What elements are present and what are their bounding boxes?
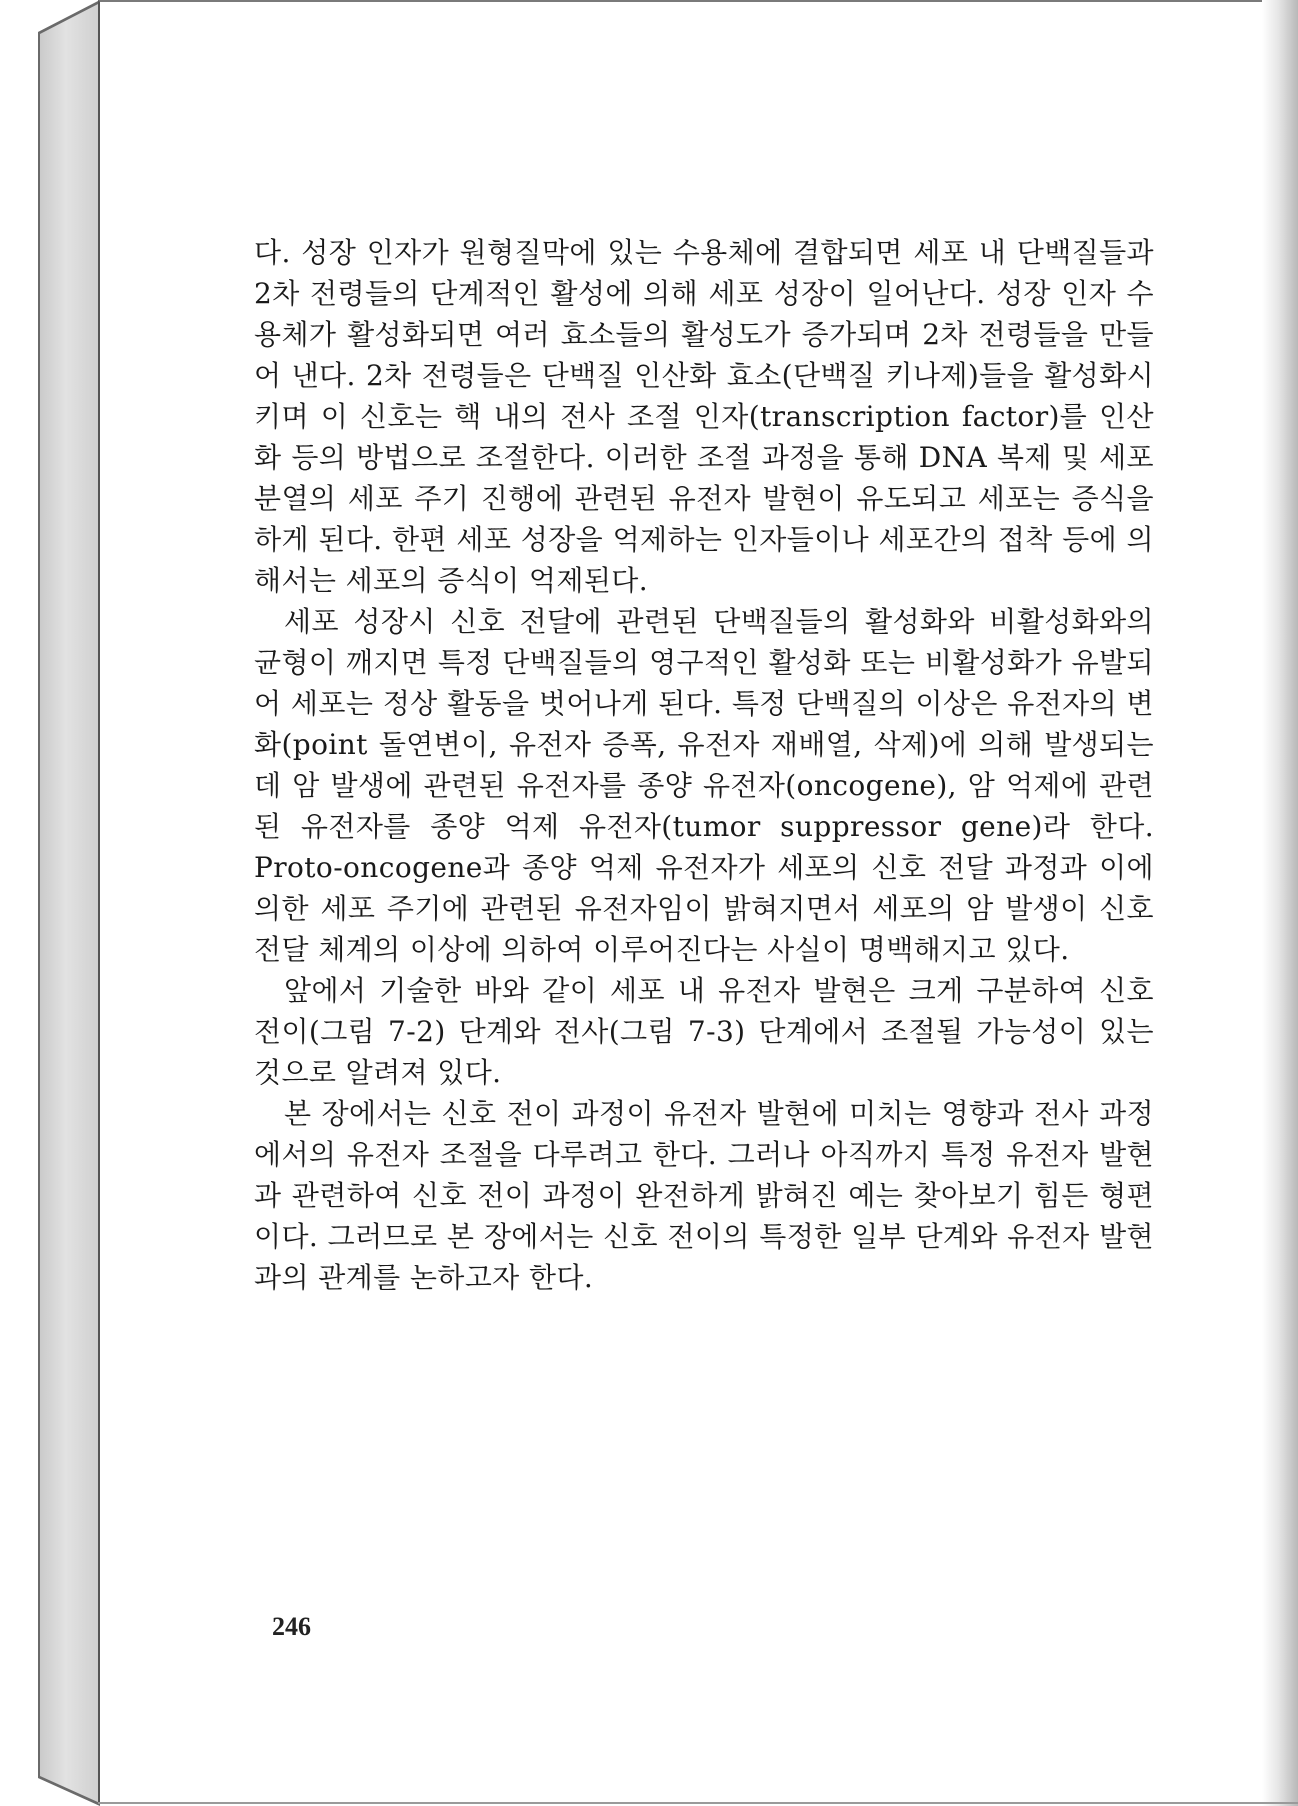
paragraph-4: 본 장에서는 신호 전이 과정이 유전자 발현에 미치는 영향과 전사 과정에서의 유전자 조절을 다루려고 한다. 그러나 아직까지 특정 유전자 발현과 관련하여 신호 전이 과정이 완전하게 밝혀진 예는 찾아보기 힘든 형편이다. 그러므로 본 장에서는 신호 전이의 특정한 일부 단계와 유전자 발현과의 관계를 논하고자 한다.: [254, 1097, 1154, 1294]
body-text: [254, 232, 1154, 1298]
paragraph-1: 다. 성장 인자가 원형질막에 있는 수용체에 결합되면 세포 내 단백질들과 2차 전령들의 단계적인 활성에 의해 세포 성장이 일어난다. 성장 인자 수용체가 활성화되면 여러 효소들의 활성도가 증가되며 2차 전령들을 만들어 낸다. 2차 전령들은 단백질 인산화 효소(단백질 키나제)들을 활성화시키며 이 신호는 핵 내의 전사 조절 인자(transcription factor)를 인산화 등의 방법으로 조절한다. 이러한 조절 과정을 통해 DNA 복제 및 세포 분열의 세포 주기 진행에 관련된 유전자 발현이 유도되고 세포는 증식을 하게 된다. 한편 세포 성장을 억제하는 인자들이나 세포간의 접착 등에 의해서는 세포의 증식이 억제된다.: [254, 236, 1154, 597]
paragraph-2: 세포 성장시 신호 전달에 관련된 단백질들의 활성화와 비활성화와의 균형이 깨지면 특정 단백질들의 영구적인 활성화 또는 비활성화가 유발되어 세포는 정상 활동을 벗어나게 된다. 특정 단백질의 이상은 유전자의 변화(point 돌연변이, 유전자 증폭, 유전자 재배열, 삭제)에 의해 발생되는데 암 발생에 관련된 유전자를 종양 유전자(oncogene), 암 억제에 관련된 유전자를 종양 억제 유전자(tumor suppressor gene)라 한다. Proto-oncogene과 종양 억제 유전자가 세포의 신호 전달 과정과 이에 의한 세포 주기에 관련된 유전자임이 밝혀지면서 세포의 암 발생이 신호 전달 체계의 이상에 의하여 이루어진다는 사실이 명백해지고 있다.: [254, 605, 1154, 966]
page-right-shadow: [1262, 0, 1298, 1806]
page-number: 246: [272, 1612, 311, 1641]
book-spine: [38, 0, 100, 1806]
paragraph-3: 앞에서 기술한 바와 같이 세포 내 유전자 발현은 크게 구분하여 신호 전이(그림 7-2) 단계와 전사(그림 7-3) 단계에서 조절될 가능성이 있는 것으로 알려져 있다.: [254, 974, 1154, 1089]
page-bottom-edge: [98, 1802, 1298, 1804]
